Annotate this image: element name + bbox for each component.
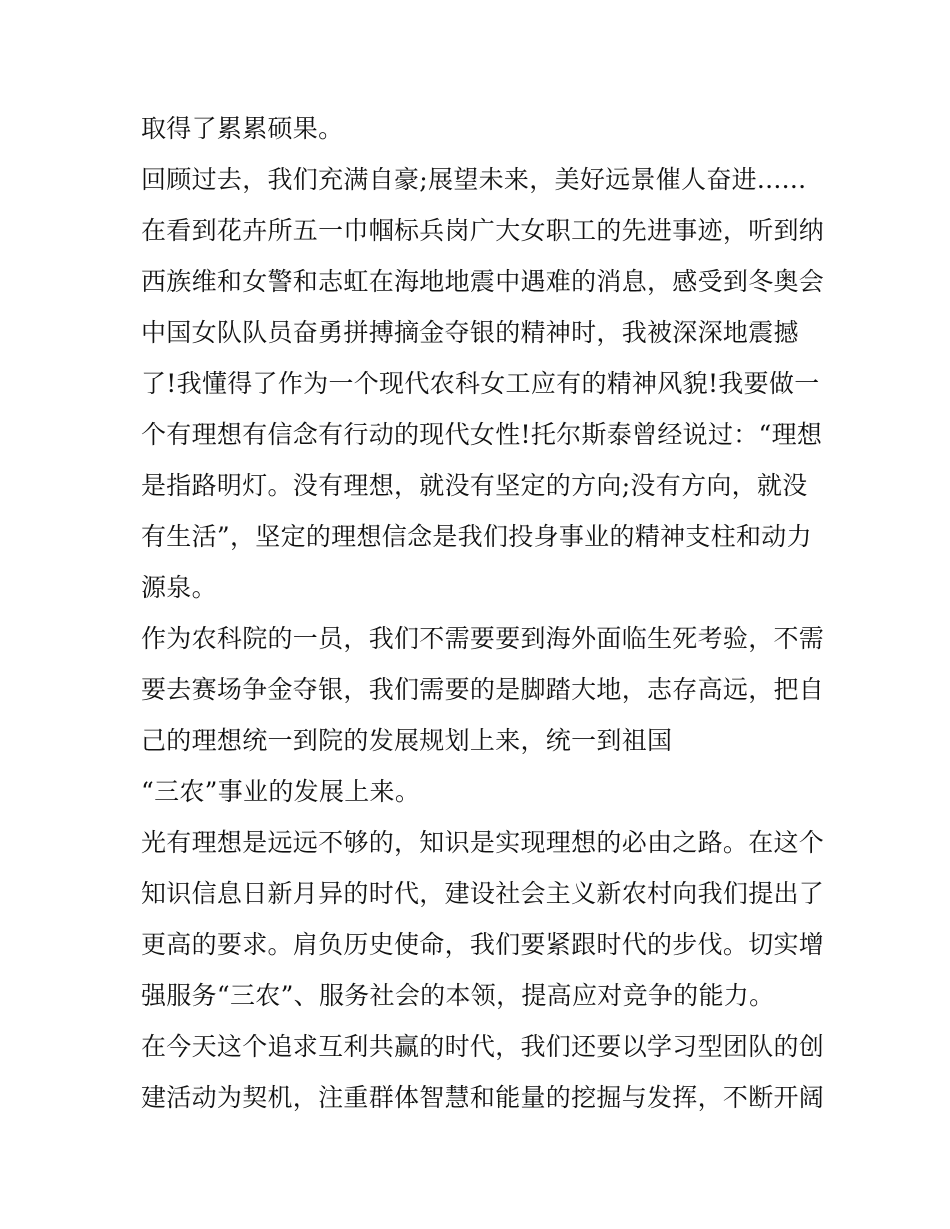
text-line: 是指路明灯。没有理想，就没有坚定的方向;没有方向，就没 (141, 471, 808, 500)
text-line: 更高的要求。肩负历史使命，我们要紧跟时代的步伐。切实增 (141, 930, 825, 959)
text-line: 知识信息日新月异的时代，建设社会主义新农村向我们提出了 (141, 879, 825, 908)
text-line: 取得了累累硕果。 (141, 114, 344, 143)
text-line: 个有理想有信念有行动的现代女性!托尔斯泰曾经说过：“理想 (141, 420, 823, 449)
text-line: 建活动为契机，注重群体智慧和能量的挖掘与发挥，不断开阔 (141, 1083, 825, 1112)
text-line: 回顾过去，我们充满自豪;展望未来，美好远景催人奋进...... (141, 165, 807, 194)
text-line: 了!我懂得了作为一个现代农科女工应有的精神风貌!我要做一 (141, 369, 820, 398)
text-line: 作为农科院的一员，我们不需要要到海外面临生死考验，不需 (141, 624, 825, 653)
text-line: 中国女队队员奋勇拼搏摘金夺银的精神时，我被深深地震撼 (141, 318, 799, 347)
text-line: “三农”事业的发展上来。 (141, 777, 421, 806)
text-line: 在看到花卉所五一巾帼标兵岗广大女职工的先进事迹，听到纳 (141, 216, 825, 245)
text-line: 强服务“三农”、服务社会的本领，提高应对竞争的能力。 (141, 981, 775, 1010)
text-line: 光有理想是远远不够的，知识是实现理想的必由之路。在这个 (141, 828, 825, 857)
text-line: 源泉。 (141, 573, 217, 602)
text-line: 西族维和女警和志虹在海地地震中遇难的消息，感受到冬奥会 (141, 267, 825, 296)
text-line: 有生活”，坚定的理想信念是我们投身事业的精神支柱和动力 (141, 522, 812, 551)
text-line: 在今天这个追求互利共赢的时代，我们还要以学习型团队的创 (141, 1032, 825, 1061)
text-line: 要去赛场争金夺银，我们需要的是脚踏大地，志存高远，把自 (141, 675, 825, 704)
text-line: 己的理想统一到院的发展规划上来，统一到祖国 (141, 726, 673, 755)
